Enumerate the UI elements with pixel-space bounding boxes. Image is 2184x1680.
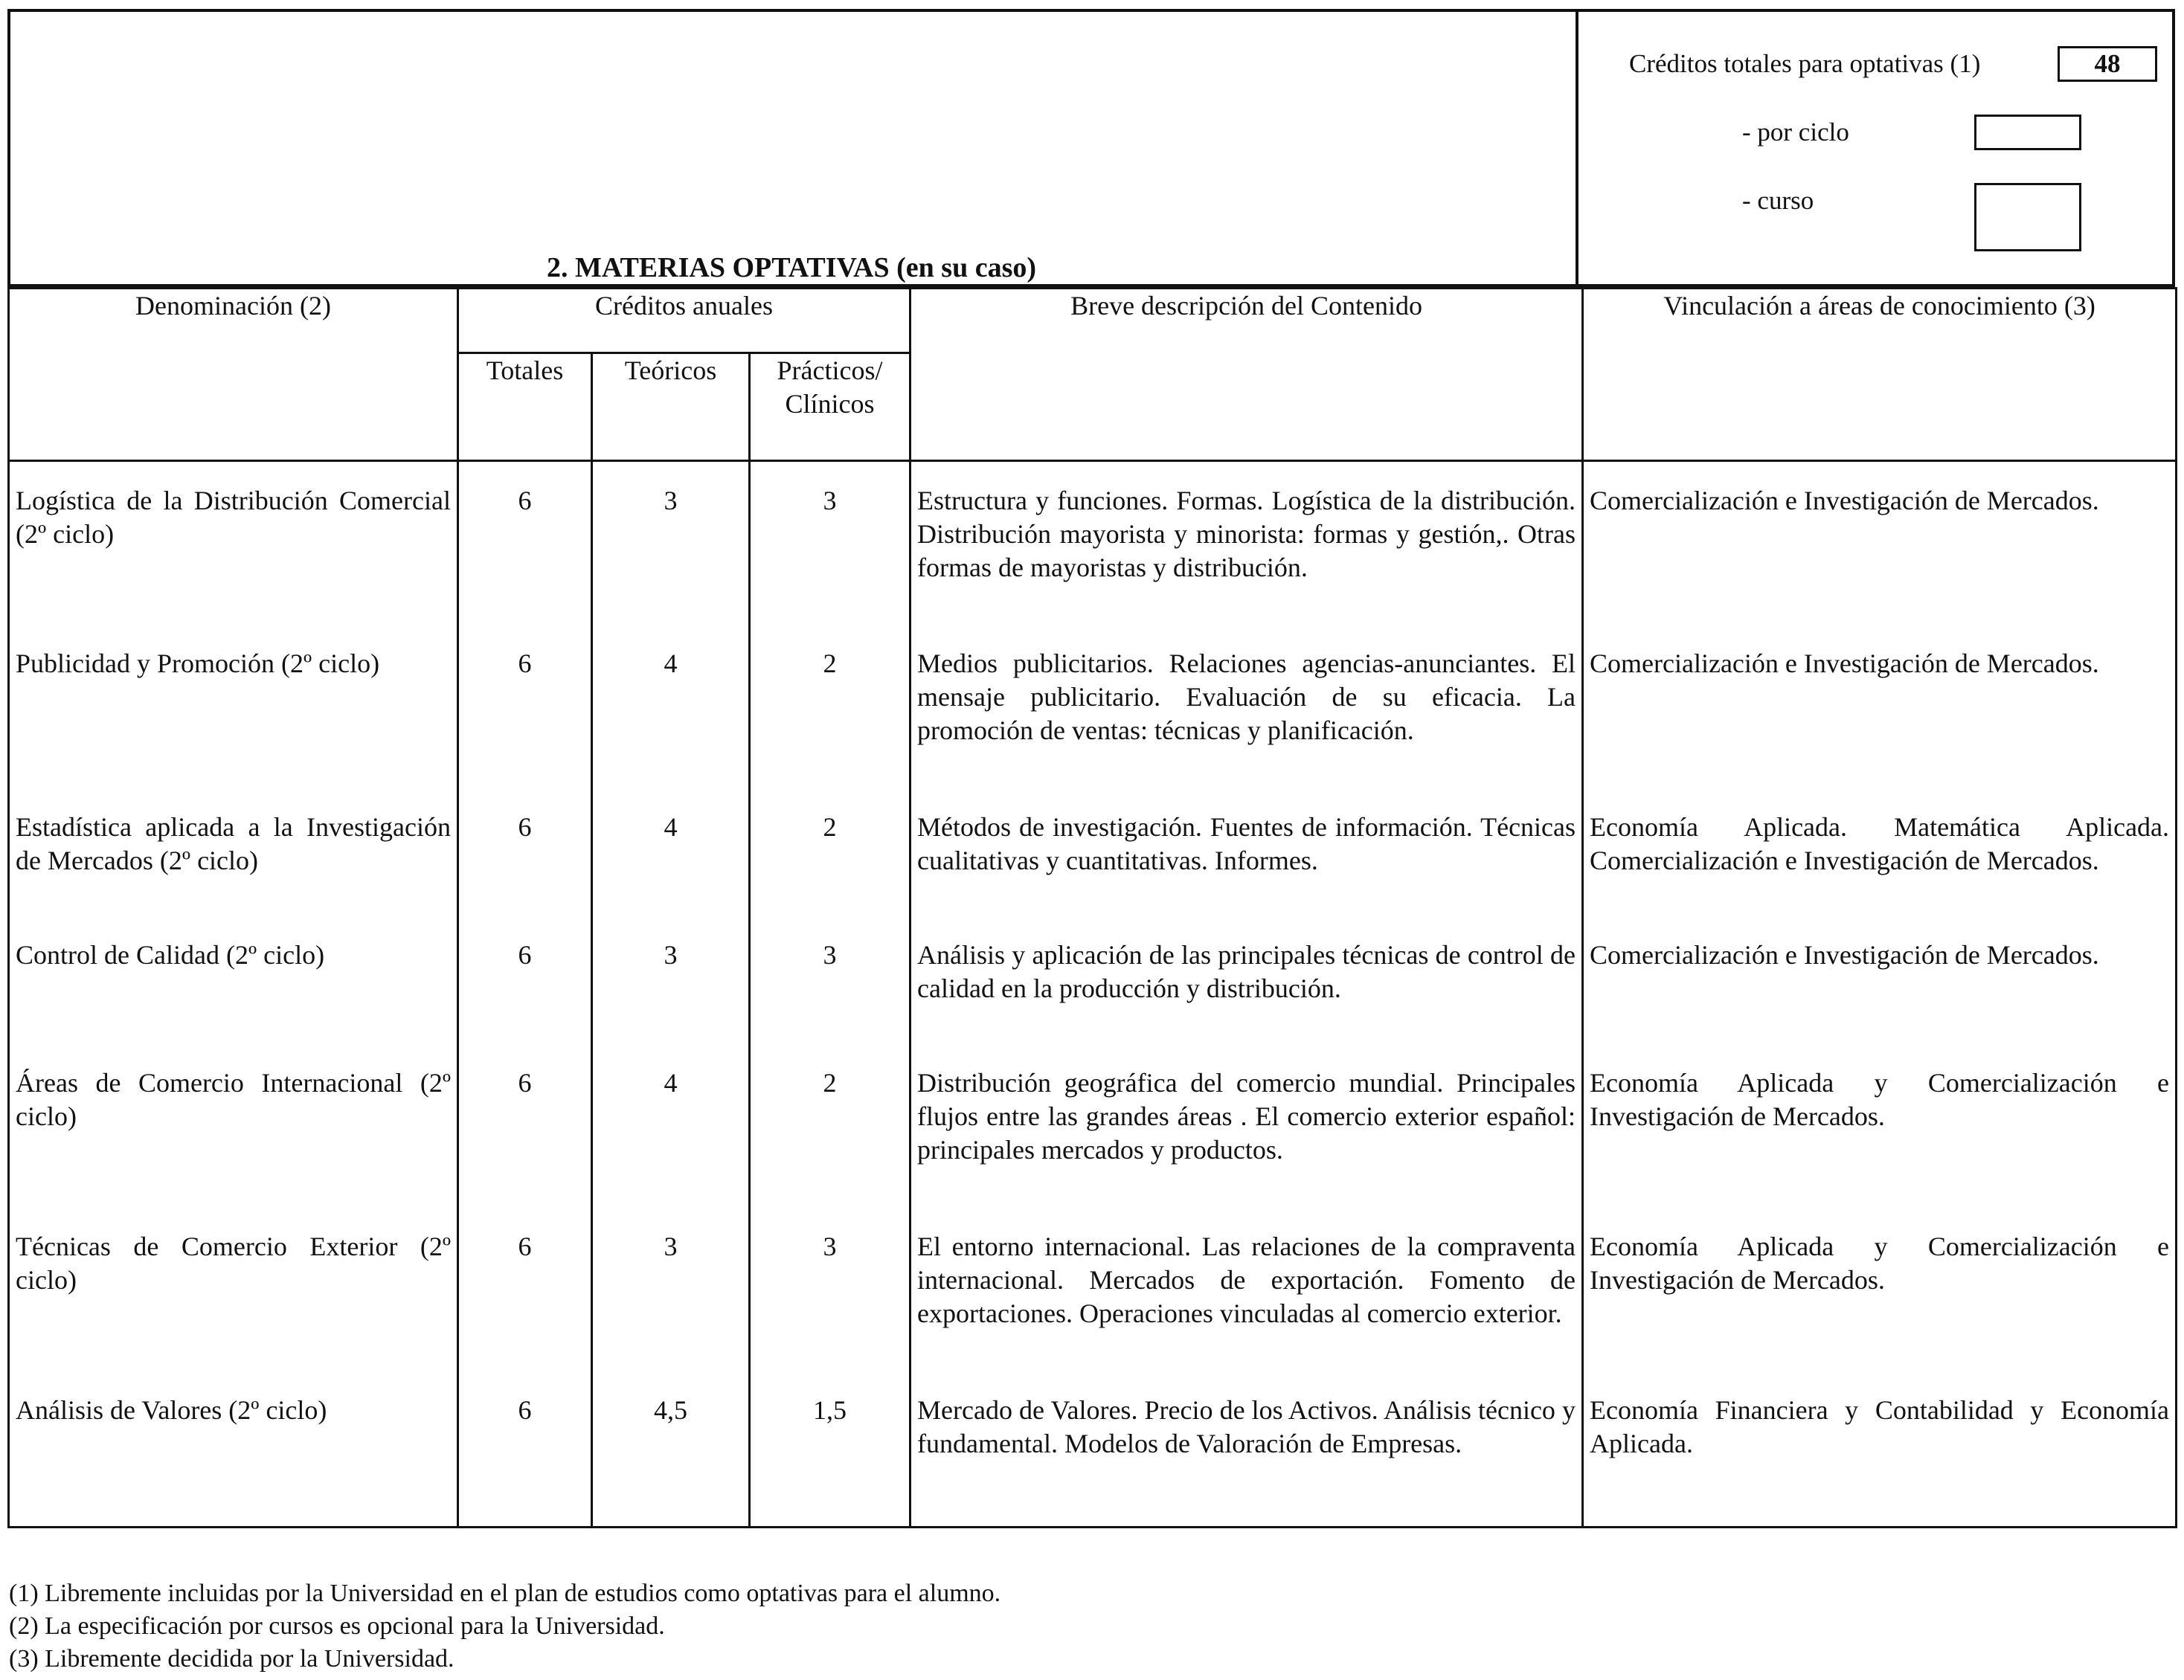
row-totales: 6 <box>458 916 592 1044</box>
col-practicos <box>750 353 910 461</box>
table-row <box>9 1371 2177 1528</box>
row-teoricos: 4,5 <box>592 1371 750 1528</box>
col-totales: Totales <box>458 353 592 461</box>
table-row <box>9 461 2177 625</box>
row-vinculacion: Economía Financiera y Contabilidad y Economía Aplicada. <box>1583 1371 2177 1528</box>
footnote-1: (1) Libremente incluidas por la Universidad en el plan de estudios como optativas para el alumno. <box>9 1580 1001 1607</box>
row-totales: 6 <box>458 461 592 625</box>
row-name: Estadística aplicada a la Investigación de Mercados (2º ciclo) <box>9 788 458 916</box>
row-descripcion: El entorno internacional. Las relaciones de la compraventa internacional. Mercados de exportación. Fomento de exportaciones. Operaciones vinculadas al comercio exterior. <box>910 1208 1583 1371</box>
col-practicos-line1: Prácticos/ <box>777 355 883 385</box>
row-teoricos: 4 <box>592 625 750 788</box>
row-totales: 6 <box>458 788 592 916</box>
table-row <box>9 1208 2177 1371</box>
row-descripcion: Métodos de investigación. Fuentes de información. Técnicas cualitativas y cuantitativas. Informes. <box>910 788 1583 916</box>
row-practicos: 1,5 <box>750 1371 910 1528</box>
row-name: Técnicas de Comercio Exterior (2º ciclo) <box>9 1208 458 1371</box>
row-vinculacion: Comercialización e Investigación de Mercados. <box>1583 461 2177 625</box>
row-totales: 6 <box>458 1371 592 1528</box>
col-denominacion: Denominación (2) <box>9 289 458 461</box>
row-practicos: 3 <box>750 1208 910 1371</box>
row-vinculacion: Economía Aplicada y Comercialización e Investigación de Mercados. <box>1583 1208 2177 1371</box>
row-practicos: 3 <box>750 461 910 625</box>
row-name: Publicidad y Promoción (2º ciclo) <box>9 625 458 788</box>
row-name: Control de Calidad (2º ciclo) <box>9 916 458 1044</box>
row-practicos: 2 <box>750 1044 910 1208</box>
table-row <box>9 916 2177 1044</box>
col-creditos-anuales: Créditos anuales <box>458 289 910 353</box>
row-name: Análisis de Valores (2º ciclo) <box>9 1371 458 1528</box>
per-cycle-label: - por ciclo <box>1742 118 1849 147</box>
row-descripcion: Mercado de Valores. Precio de los Activos. Análisis técnico y fundamental. Modelos de Valoración de Empresas. <box>910 1371 1583 1528</box>
table-row <box>9 625 2177 788</box>
row-teoricos: 3 <box>592 461 750 625</box>
row-descripcion: Distribución geográfica del comercio mundial. Principales flujos entre las grandes áreas . El comercio exterior español: principales mercados y productos. <box>910 1044 1583 1208</box>
row-teoricos: 4 <box>592 788 750 916</box>
row-teoricos: 3 <box>592 916 750 1044</box>
col-practicos-line2: Clínicos <box>785 389 875 419</box>
header-divider <box>1576 9 1578 287</box>
row-teoricos: 3 <box>592 1208 750 1371</box>
course-value <box>1974 183 2081 251</box>
row-teoricos: 4 <box>592 1044 750 1208</box>
total-credits-value: 48 <box>2058 46 2157 82</box>
section-title: 2. MATERIAS OPTATIVAS (en su caso) <box>546 252 1037 283</box>
course-label: - curso <box>1742 186 1814 215</box>
col-descripcion: Breve descripción del Contenido <box>910 289 1583 461</box>
col-vinculacion: Vinculación a áreas de conocimiento (3) <box>1583 289 2177 461</box>
row-descripcion: Análisis y aplicación de las principales técnicas de control de calidad en la producción y distribución. <box>910 916 1583 1044</box>
footnote-3: (3) Libremente decidida por la Universidad. <box>9 1645 455 1673</box>
per-cycle-value <box>1974 115 2081 150</box>
row-vinculacion: Economía Aplicada. Matemática Aplicada. Comercialización e Investigación de Mercados. <box>1583 788 2177 916</box>
col-teoricos: Teóricos <box>592 353 750 461</box>
row-name: Áreas de Comercio Internacional (2º ciclo) <box>9 1044 458 1208</box>
optional-subjects-table <box>7 287 2177 1528</box>
table-row <box>9 788 2177 916</box>
row-practicos: 2 <box>750 625 910 788</box>
row-vinculacion: Comercialización e Investigación de Mercados. <box>1583 625 2177 788</box>
row-vinculacion: Comercialización e Investigación de Mercados. <box>1583 916 2177 1044</box>
row-totales: 6 <box>458 1044 592 1208</box>
row-descripcion: Medios publicitarios. Relaciones agencias-anunciantes. El mensaje publicitario. Evaluación de su eficacia. La promoción de ventas: técnicas y planificación. <box>910 625 1583 788</box>
total-credits-label: Créditos totales para optativas (1) <box>1629 49 1981 78</box>
row-totales: 6 <box>458 625 592 788</box>
row-practicos: 2 <box>750 788 910 916</box>
row-vinculacion: Economía Aplicada y Comercialización e Investigación de Mercados. <box>1583 1044 2177 1208</box>
row-totales: 6 <box>458 1208 592 1371</box>
table-row <box>9 1044 2177 1208</box>
row-descripcion: Estructura y funciones. Formas. Logística de la distribución. Distribución mayorista y minorista: formas y gestión,. Otras formas de mayoristas y distribución. <box>910 461 1583 625</box>
footnote-2: (2) La especificación por cursos es opcional para la Universidad. <box>9 1612 665 1640</box>
row-name: Logística de la Distribución Comercial (2º ciclo) <box>9 461 458 625</box>
row-practicos: 3 <box>750 916 910 1044</box>
